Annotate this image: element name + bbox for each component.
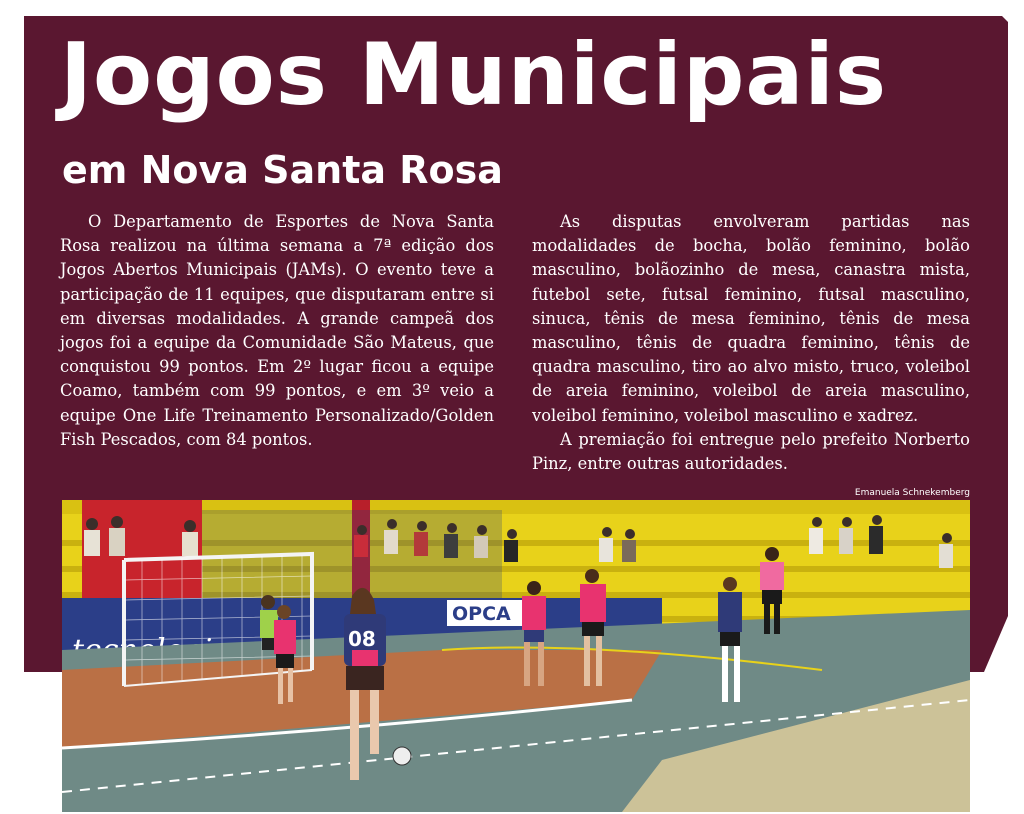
subheadline: em Nova Santa Rosa (62, 148, 503, 192)
jersey-number: 08 (348, 627, 376, 651)
sponsor-text: OPCA (452, 603, 511, 625)
article-column-left (60, 210, 494, 452)
headline: Jogos Municipais (60, 25, 888, 125)
futsal-photo (62, 500, 970, 812)
paragraph: O Departamento de Esportes de Nova Santa Rosa realizou na última semana a 7ª edição dos Jogos Abertos Municipais (JAMs). O evento teve a participação de 11 equipes, que disputaram entre si em diversas modalidades. A grande campeã dos jogos foi a equipe da Comunidade São Mateus, que conquistou 99 pontos. Em 2º lugar ficou a equipe Coamo, também com 99 pontos, e em 3º veio a equipe One Life Treinamento Personalizado/Golden Fish Pescados, com 84 pontos. (60, 212, 494, 449)
paragraph: As disputas envolveram partidas nas modalidades de bocha, bolão feminino, bolão masculino, bolãozinho de mesa, canastra mista, futebol sete, futsal feminino, futsal masculino, sinuca, tênis de mesa feminino, tênis de mesa masculino, tênis de quadra feminino, tênis de quadra masculino, tiro ao alvo misto, truco, voleibol de areia feminino, voleibol de areia masculino, voleibol feminino, voleibol masculino e xadrez. (532, 212, 970, 425)
article-column-right (532, 210, 970, 476)
paragraph: A premiação foi entregue pelo prefeito Norberto Pinz, entre outras autoridades. (532, 429, 970, 474)
photo-credit: Emanuela Schnekemberg (854, 488, 970, 498)
